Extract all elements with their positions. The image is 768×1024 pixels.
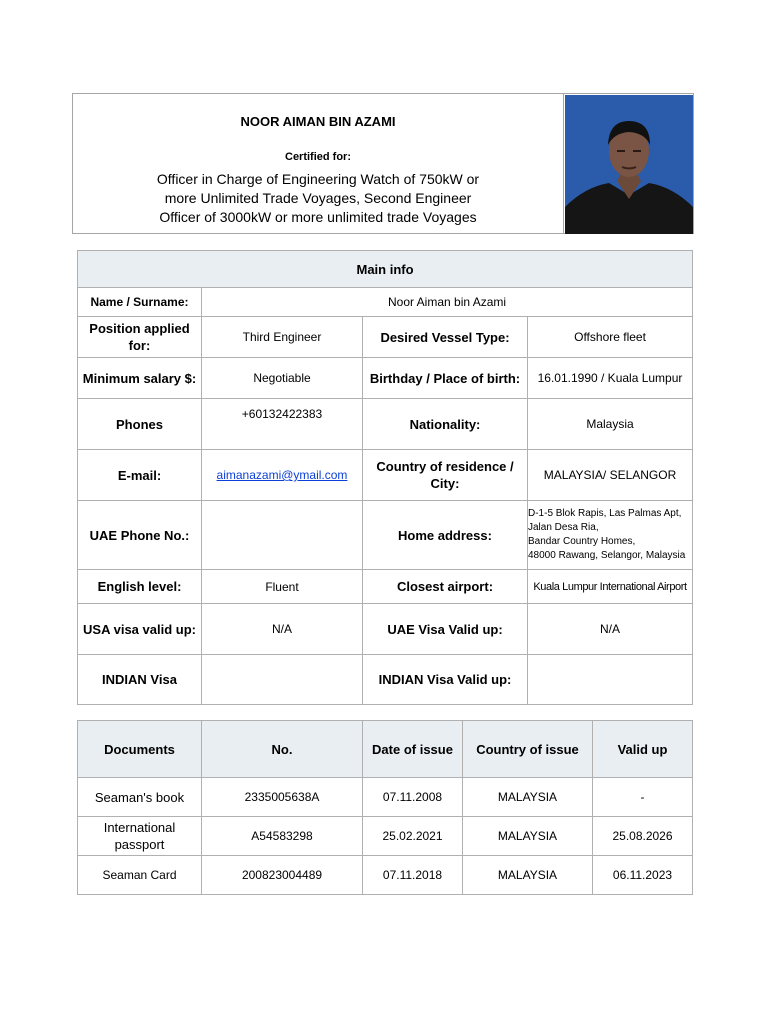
indian-visa-valid-label: INDIAN Visa Valid up: [363,655,528,705]
address-label: Home address: [363,501,528,570]
certified-text: Officer in Charge of Engineering Watch of 750kW or more Unlimited Trade Voyages, Second Engineer Officer of 3000kW or more unlimited trade Voyages [156,171,480,225]
english-label: English level: [78,570,202,604]
address-line: Bandar Country Homes, [528,536,636,547]
usa-visa-value: N/A [202,604,363,655]
nationality-value: Malaysia [528,399,693,450]
email-label: E-mail: [78,450,202,501]
salary-label: Minimum salary $: [78,358,202,399]
usa-visa-label: USA visa valid up: [78,604,202,655]
candidate-photo [565,95,693,234]
main-info-title: Main info [78,251,693,288]
residence-label: Country of residence / City: [363,450,528,501]
indian-visa-label: INDIAN Visa [78,655,202,705]
document-country: MALAYSIA [463,856,593,895]
address-line: 48000 Rawang, Selangor, Malaysia [528,550,686,561]
airport-value: Kuala Lumpur International Airport [528,570,693,604]
table-row [78,817,693,856]
document-country: MALAYSIA [463,817,593,856]
table-row [78,856,693,895]
position-label: Position applied for: [78,317,202,358]
main-info-table [77,250,693,705]
document-valid-up: - [593,778,693,817]
airport-label: Closest airport: [363,570,528,604]
date-of-issue-header: Date of issue [363,721,463,778]
document-number: 200823004489 [202,856,363,895]
birth-value: 16.01.1990 / Kuala Lumpur [528,358,693,399]
cv-header [72,93,694,234]
document-date: 07.11.2008 [363,778,463,817]
valid-up-header: Valid up [593,721,693,778]
salary-value: Negotiable [202,358,363,399]
vessel-type-label: Desired Vessel Type: [363,317,528,358]
uae-phone-label: UAE Phone No.: [78,501,202,570]
document-valid-up: 06.11.2023 [593,856,693,895]
uae-visa-value: N/A [528,604,693,655]
indian-visa-valid-value [528,655,693,705]
address-line: Jalan Desa Ria, [528,522,599,533]
uae-phone-value [202,501,363,570]
candidate-name: NOOR AIMAN BIN AZAMI [240,114,396,129]
document-name: Seaman Card [78,856,202,895]
document-name: Seaman's book [78,778,202,817]
uae-visa-label: UAE Visa Valid up: [363,604,528,655]
nationality-label: Nationality: [363,399,528,450]
residence-value: MALAYSIA/ SELANGOR [528,450,693,501]
email-cell [202,450,363,501]
phones-label: Phones [78,399,202,450]
table-row [78,778,693,817]
english-value: Fluent [202,570,363,604]
document-date: 07.11.2018 [363,856,463,895]
header-text-block [73,94,564,233]
document-number: 2335005638A [202,778,363,817]
portrait-image [565,95,693,234]
document-country: MALAYSIA [463,778,593,817]
document-name: International passport [78,817,202,856]
vessel-type-value: Offshore fleet [528,317,693,358]
certified-label: Certified for: [285,151,351,163]
document-number: A54583298 [202,817,363,856]
address-line: D-1-5 Blok Rapis, Las Palmas Apt, [528,508,682,519]
number-header: No. [202,721,363,778]
phones-value: +60132422383 [202,399,363,450]
position-value: Third Engineer [202,317,363,358]
email-link[interactable]: aimanazami@ymail.com [216,468,348,482]
birth-label: Birthday / Place of birth: [363,358,528,399]
indian-visa-value [202,655,363,705]
document-valid-up: 25.08.2026 [593,817,693,856]
documents-table [77,720,693,895]
address-value [528,501,693,570]
documents-header: Documents [78,721,202,778]
name-label: Name / Surname: [78,288,202,317]
country-of-issue-header: Country of issue [463,721,593,778]
document-date: 25.02.2021 [363,817,463,856]
name-value: Noor Aiman bin Azami [202,288,693,317]
